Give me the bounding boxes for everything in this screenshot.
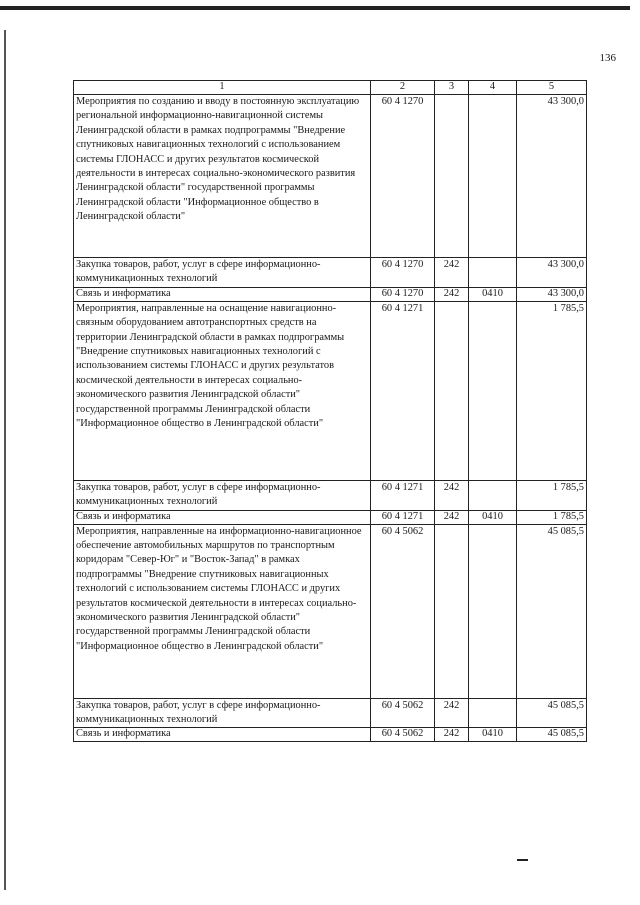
row-vr (435, 301, 469, 480)
row-code: 60 4 1271 (371, 480, 435, 510)
row-vr (435, 524, 469, 698)
budget-table (73, 80, 587, 742)
table-row (74, 301, 587, 480)
row-name: Мероприятия, направленные на информационно-навигационное обеспечение автомобильных маршрутов по транспортным коридорам "Север-Юг" и "Восток-Запад" в рамках подпрограммы "Внедрение спутниковых навигационных технологий с использованием системы ГЛОНАСС и других результатов космической деятельности в интересах социально-экономического развития Ленинградской области" государственной программы Ленинградской области "Информационное общество в Ленинградской области" (74, 524, 371, 698)
row-amount: 45 085,5 (517, 524, 587, 698)
row-amount: 1 785,5 (517, 301, 587, 480)
table-row (74, 95, 587, 258)
row-name: Закупка товаров, работ, услуг в сфере информационно-коммуникационных технологий (74, 480, 371, 510)
row-name: Мероприятия, направленные на оснащение навигационно-связным оборудованием автотранспортных средств на территории Ленинградской области в рамках подпрограммы "Внедрение спутниковых навигационных технологий с использованием системы ГЛОНАСС и других результатов космической деятельности в интересах социально-экономического развития Ленинградской области" государственной программы Ленинградской области "Информационное общество в Ленинградской области" (74, 301, 371, 480)
row-amount: 43 300,0 (517, 258, 587, 288)
row-rz (469, 301, 517, 480)
row-vr: 242 (435, 510, 469, 524)
row-rz (469, 524, 517, 698)
row-name: Закупка товаров, работ, услуг в сфере информационно-коммуникационных технологий (74, 698, 371, 728)
page-footer-dash (517, 859, 528, 861)
header-col-4: 4 (469, 81, 517, 95)
table-body (74, 95, 587, 742)
row-amount: 43 300,0 (517, 95, 587, 258)
table-row (74, 728, 587, 742)
row-code: 60 4 5062 (371, 698, 435, 728)
header-col-3: 3 (435, 81, 469, 95)
row-vr: 242 (435, 728, 469, 742)
row-code: 60 4 5062 (371, 524, 435, 698)
row-amount: 45 085,5 (517, 698, 587, 728)
row-name: Связь и информатика (74, 728, 371, 742)
header-col-1: 1 (74, 81, 371, 95)
row-rz: 0410 (469, 728, 517, 742)
row-name: Мероприятия по созданию и вводу в постоянную эксплуатацию региональной информационно-навигационной системы Ленинградской области в рамках подпрограммы "Внедрение спутниковых навигационных технологий с использованием системы ГЛОНАСС и других результатов космической деятельности в интересах социально-экономического развития Ленинградской области" государственной программы Ленинградской области "Информационное общество в Ленинградской области" (74, 95, 371, 258)
header-col-2: 2 (371, 81, 435, 95)
row-name: Связь и информатика (74, 287, 371, 301)
row-rz: 0410 (469, 510, 517, 524)
row-name: Связь и информатика (74, 510, 371, 524)
row-code: 60 4 1270 (371, 95, 435, 258)
row-rz (469, 698, 517, 728)
row-code: 60 4 1271 (371, 510, 435, 524)
header-col-5: 5 (517, 81, 587, 95)
row-vr: 242 (435, 480, 469, 510)
row-vr: 242 (435, 258, 469, 288)
table-row (74, 698, 587, 728)
row-code: 60 4 1270 (371, 287, 435, 301)
row-vr: 242 (435, 287, 469, 301)
row-amount: 43 300,0 (517, 287, 587, 301)
row-rz: 0410 (469, 287, 517, 301)
row-vr: 242 (435, 698, 469, 728)
table-row (74, 258, 587, 288)
row-code: 60 4 5062 (371, 728, 435, 742)
table-row (74, 287, 587, 301)
header-row (74, 81, 587, 95)
table-row (74, 524, 587, 698)
row-rz (469, 258, 517, 288)
row-amount: 45 085,5 (517, 728, 587, 742)
row-code: 60 4 1270 (371, 258, 435, 288)
row-name: Закупка товаров, работ, услуг в сфере информационно-коммуникационных технологий (74, 258, 371, 288)
page-number: 136 (599, 52, 616, 64)
row-rz (469, 95, 517, 258)
row-amount: 1 785,5 (517, 480, 587, 510)
row-code: 60 4 1271 (371, 301, 435, 480)
scan-left-edge (4, 30, 6, 890)
table-row (74, 510, 587, 524)
scan-top-border (0, 6, 630, 10)
row-rz (469, 480, 517, 510)
row-vr (435, 95, 469, 258)
table-row (74, 480, 587, 510)
row-amount: 1 785,5 (517, 510, 587, 524)
